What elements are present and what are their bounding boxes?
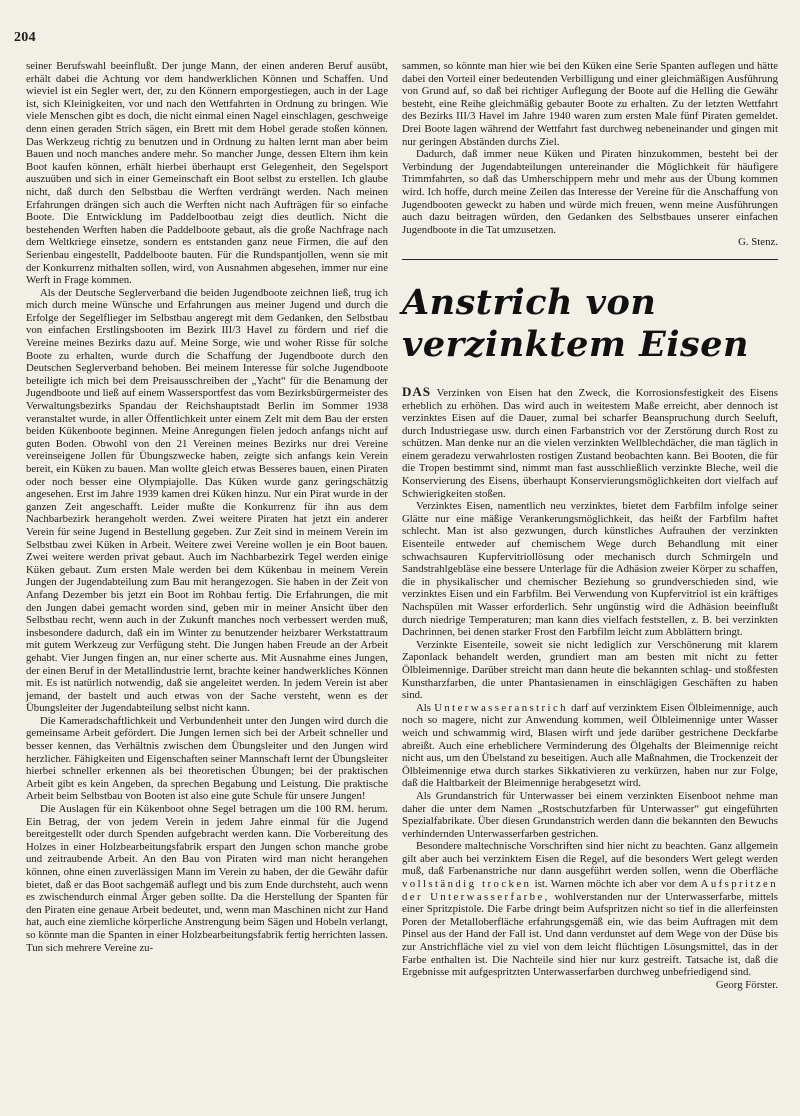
article-paragraph-text: Verzinken von Eisen hat den Zweck, die Korrosionsfestigkeit des Eisens erheblich zu erhöhen. Das wird auch in weitestem Maße erreicht, aber dennoch ist verzinktes Eisen auf die Dauer, zumal bei scharfer Beanspruchung durch Seeluft, durch Industriegase usw. durch einen Farbanstrich vor der Zerstörung durch Rost zu schützen. Man denke nur an die vielen verzinkten Wellblechdächer, die man täglich in einem geradezu verwahrlosten rostigen Zustand beobachten kann. Bei Booten, die für die Tropen bestimmt sind, nimmt man fast ausschließlich verzinkte Bleche, weil die Konservierung des Eisens, überhaupt Konservierungsmöglichkeiten dort vielfach auf Schwierigkeiten stoßen. [402, 386, 778, 500]
underwater-lead: Als [416, 701, 431, 714]
paragraph: Dadurch, daß immer neue Küken und Piraten hinzukommen, besteht bei der Verbindung der Jugendabteilungen untereinander die Möglichkeit für häufigere Trimmfahrten, so daß das Umherschippern mehr und mehr aus der Übung kommen wird. Ich hoffe, durch meine Zeilen das Interesse der Vereine für die Anschaffung von Jugendbooten geweckt zu haben und würde mich freuen, wenn meine Ausführungen auch dazu beitragen würden, den Gedanken des Selbstbaues unserer einfachen Jugendboote in die Tat umzusetzen. [402, 148, 778, 236]
section-divider [402, 259, 778, 260]
right-column [402, 60, 778, 1106]
page-number: 204 [14, 30, 36, 45]
special-term-spray: Aufspritzen der Unterwasserfarbe, [402, 878, 779, 903]
paragraph: seiner Berufswahl beeinflußt. Der junge Mann, der einen anderen Beruf ausübt, erhält dabei die Achtung vor dem handwerklichen Können und Schaffen. Und wieviel ist ein Segler wert, der, zu den Könnern emporgestiegen, auch in der Lage ist, sich Kleinigkeiten, vor und nach den Wettfahrten in Ordnung zu bringen. Wie viele Menschen gibt es doch, die nicht einmal einen Nagel einschlagen, geschweige denn einen geraden Strich sägen, ein Brett mit dem Hobel gerade stoßen können. Das Werkzeug richtig zu benutzen und in Ordnung zu halten lernt man aber beim Bauen und noch manches andere mehr. So mancher Junge, dessen Eltern ihm kein Boot kaufen können, erhält hierbei überhaupt erst Gelegenheit, den Segelsport auszuüben und sich in einer Gemeinschaft ein Boot selbst zu erstellen. Ich glaube nicht, daß durch den Selbstbau die Werften verdrängt werden. Nach meinen Erfahrungen drängen sich auch die Werften nicht nach Aufträgen für so einfache Boote. Die Entwicklung im Paddelbootbau zeigt dies deutlich. Nicht die bestehenden Werften haben die Paddelboote gebaut, als die große Nachfrage nach dem Weltkriege einsetze, sondern es entstanden ganz neue Firmen, die auf den Serienbau eingestellt, Paddelboote bauten. Für die Rundspantjollen, wenn sie mit der Konkurrenz mithalten sollen, wird, von Ausnahmen abgesehen, immer nur eine Werft in Frage kommen. [26, 60, 388, 287]
special-text-c: wohlverstanden nur der Unterwasserfarbe, mittels einer Spritzpistole. Die Farbe dringt beim Aufspritzen nicht so tief in die allerfeinsten Poren der Metalloberfläche erfahrungsgemäß ein, wie das beim Auftragen mit dem Pinsel aus der Hand der Fall ist. Und dann verdunstet auf dem Wege von der Düse bis zur Anstrichfläche viel zu viel von dem leicht flüchtigen Lösungsmittel, das in der Farbe enthalten ist. Die Nachteile sind hier nur kurz gestreift. Tatsache ist, daß die Ergebnisse mit aufgespritzten Unterwasserfarben durchweg unbefriedigend sind. [402, 890, 778, 979]
article-title: Anstrich von verzinktem Eisen [402, 281, 749, 365]
article-paragraph [402, 702, 778, 790]
paragraph: sammen, so könnte man hier wie bei den Küken eine Serie Spanten auflegen und hätte dabei den Vorteil einer bedeutenden Verbilligung und einer gleichmäßigen Ausführung von Grund auf, so daß bei richtiger Auflegung der Boote auf die Helling die Gewähr besteht, eine Reihe gleichmäßig gebauter Boote zu erhalten. Zu der letzten Wettfahrt des Bezirks III/3 Havel im Jahre 1940 waren zum ersten Male fünf Piraten gemeldet. Drei Boote lagen während der Wettfahrt fast durchweg nebeneinander und gingen mit nur geringen Abständen durchs Ziel. [402, 60, 778, 148]
article-paragraph: Als Grundanstrich für Unterwasser bei einem verzinkten Eisenboot nehme man daher die unter dem Namen „Rostschutzfarben für Unterwasser“ gut eingeführten Spezialfabrikate. Über diesen Grundanstrich werden dann die bekannten den Bewuchs verhindernden Unterwasserfarben gestrichen. [402, 789, 778, 840]
special-text-a: Besondere maltechnische Vorschriften sind hier nicht zu beachten. Ganz allgemein gilt aber auch bei verzinktem Eisen die Regel, auf die besonders Wert gelegt werden muß, daß Farbenanstriche nur dann ausgeführt werden sollen, wenn die Oberfläche [402, 840, 778, 878]
article-paragraph [402, 383, 778, 500]
author-signature: Georg Förster. [715, 978, 778, 991]
special-text-b: ist. Warnen möchte ich aber vor dem [534, 878, 698, 891]
paragraph: Die Auslagen für ein Kükenboot ohne Segel betragen um die 100 RM. herum. Ein Betrag, der von jedem Verein in jedem Jahre einmal für die Jugend bereitgestellt oder durch Spenden aufgebracht werden kann. Die Vorbereitung des Holzes in einer Holzbearbeitungsfabrik erspart den Jungen schon manche grobe und zeitraubende Arbeit. An den Bau von Piraten wird man nicht herangehen können, ohne einen zuverlässigen Mann im Verein zu haben, der die Gewähr dafür bietet, daß er das Boot sachgemäß auflegt und bis zum Ende durchsteht, auch wenn es zwischendurch einmal Ärger geben sollte. Da die Herstellung der Spanten für den Piraten eine genaue Arbeit bedeutet, und, wenn man Maschinen nicht zur Hand hat, auch eine ziemliche körperliche Anstrengung beim Sägen und Hobeln verlangt, so könnte man die Spanten in einer Holzbearbeitungsfabrik fertig herrichten lassen. Tun sich mehrere Vereine zu- [26, 803, 388, 954]
special-term-dry: vollständig trocken [402, 878, 532, 891]
article-paragraph [402, 840, 778, 979]
paragraph: Die Kameradschaftlichkeit und Verbundenheit unter den Jungen wird durch die gemeinsame Arbeit gefördert. Die Jungen lernen sich bei der Arbeit schneller und besser kennen, das Verhältnis zwischen dem Übungsleiter und den Jungen wird herzlicher. Fähigkeiten und Eigenschaften seiner Mannschaft lernt der Übungsleiter hierbei schneller erkennen als bei theoretischen Übungen; bei der praktischen Arbeit gibt es kein Angeben, da sprechen Begabung und Leistung. Die praktische Arbeit beim Selbstbau von Booten ist also eine gute Schule für unsere Jungen! [26, 714, 388, 803]
underwater-term: Unterwasseranstrich [434, 701, 568, 714]
author-signature: G. Stenz. [738, 236, 778, 249]
underwater-text: darf auf verzinktem Eisen Ölbleimennige, auch noch so magere, nicht zur Anwendung kommen, weil Ölbleimennige unter Wasser weich und schwammig wird, Blasen wirft und jede darüber gestrichene Deckfarbe abreißt. Auch eine erheblichere Verminderung des Ölgehalts der Bleimennige reicht nicht aus, um den Übelstand zu beseitigen. Auch alle Maßnahmen, die Trockenzeit der Ölbleimennige etwa durch starkes Sikkativieren zu verkürzen, haben nur zur Folge, daß die Haltbarkeit der Bleimennige herabgesetzt wird. [402, 701, 778, 790]
article-paragraph: Verzinktes Eisen, namentlich neu verzinktes, bietet dem Farbfilm infolge seiner Glätte nur eine mäßige Verankerungsmöglichkeit, das heißt der Farbfilm haftet schlecht. Man ist also gezwungen, durch künstliches Aufrauhen der verzinkten Eisenteile entweder auf chemischem Wege durch Behandlung mit einer schwachsauren Kupfervitriollösung oder mechanisch durch Schmirgeln und Sandstrahlgebläse eine bessere Unterlage für die Adhäsion zweier Körper zu schaffen, die in physikalischer und chemischer Beziehung so grundverschieden sind, wie verzinktes Eisen und ein Farbfilm. Bei Verwendung von Kupfervitriol ist ein kräftiges Nachspülen mit Wasser erforderlich. Sehr ungünstig wird die Adhäsion beeinflußt durch niedrige Temperaturen; man kann dies vielfach feststellen, z. B. bei verzinkten Dachrinnen, bei denen starker Frost den Farbfilm leicht zum Abblättern bringt. [402, 500, 778, 639]
drop-cap: DAS [402, 383, 432, 399]
left-column [26, 60, 388, 1106]
paragraph: Als der Deutsche Seglerverband die beiden Jugendboote zeichnen ließ, trug ich mich durch meine Wünsche und Erfahrungen aus meiner Jugend und durch die Erfolge der Segelflieger im Selbstbau angeregt mit dem Gedanken, den Selbstbau von einfachen Erstlingsbooten im Bezirk III/3 Havel zu fördern und rief die Vereine meines Bezirks dazu auf. Meine Sorge, wie und woher Risse für solche Boote zu erhalten, wurde durch die Schaffung der Jugendboote durch den Deutschen Seglerverband behoben. Bei meinem Interesse für solche Jugendboote beteiligte ich mich bei dem Preisausschreiben der „Yacht“ für die Benamung der Jugendboote und ließ auf einem Wassersportfest das vom Bezirksbürgermeister des Verwaltungsbezirks Spandau der Reichshauptstadt Berlin im Sommer 1938 veranstaltet wurde, in aller Öffentlichkeit unter einem Zelt mit dem Bau der ersten beiden Kükenboote beginnen. Meine Anregungen fielen jedoch anfangs nicht auf guten Boden. Obwohl von den 21 Vereinen meines Bezirks nur drei Vereine vereinseigene Jollen für Übungszwecke haben, zeigte sich anfangs kein Verein bereit, ein Küken zu bauen. Man wollte gleich etwas Besseres bauen, einen Piraten oder noch besser eine Olympiajolle. Das Küken wurde ganz geringschätzig angesehen. Erst im Jahre 1939 kamen drei Küken hinzu. Nur ein Pirat wurde in der ganzen Zeit angeschafft. Leider mußte die Konkurrenz für ihn aus dem Nachbarbezirk herangeholt werden. Zwei weitere Piraten hat jetzt ein anderer Verein für seine Jugend in Bestellung gegeben. Zur Zeit sind in meinem Verein im Selbstbau zwei Küken in Arbeit. Weitere zwei Vereine wollen je ein Boot bauen. Zwei weitere werden privat gebaut. Auch im Nachbarbezirk Tegel werden einige Küken gebaut. Zum ersten Male werden bei dem Kükenbau in meinem Verein Jungen der Jugendabteilung zum Bau mit herangezogen. Sie haben in der Zeit von Anfang Dezember bis jetzt ein Boot im Rohbau fertig. Die Erfahrungen, die mit den Jungen dabei gemacht worden sind, geben mir in meiner Ansicht über den Selbstbau recht, wenn auch in der Zukunft manches noch verbessert werden muß, insbesondere dadurch, daß ein im Winter zu benutzender heizbarer Werkstattraum mit gutem Werkzeug zur Verfügung steht. Die Jungen haben Freude an der Arbeit gehabt. Vier Jungen fingen an, nur einer scherte aus. Mit Ausnahme eines Jungen, der einen Beruf in der Metallindustrie lernt, brachte keiner handwerkliches Können mit. Es ist natürlich notwendig, daß sie angeleitet werden. In jedem Verein ist aber jemand, der bastelt und auch etwas von der Sache versteht, wenn es der Übungsleiter der Jugendabteilung selbst nicht kann. [26, 286, 388, 715]
article-paragraph: Verzinkte Eisenteile, soweit sie nicht lediglich zur Verschönerung mit klarem Zaponlack behandelt werden, grundiert man am besten mit nicht zu fetter Ölbleimennige. Darüber streicht man dann heute die bekannten schlag- und stoßfesten Kunstharzfarben, die unter Phantasienamen in einschlägigen Geschäften zu haben sind. [402, 638, 778, 702]
